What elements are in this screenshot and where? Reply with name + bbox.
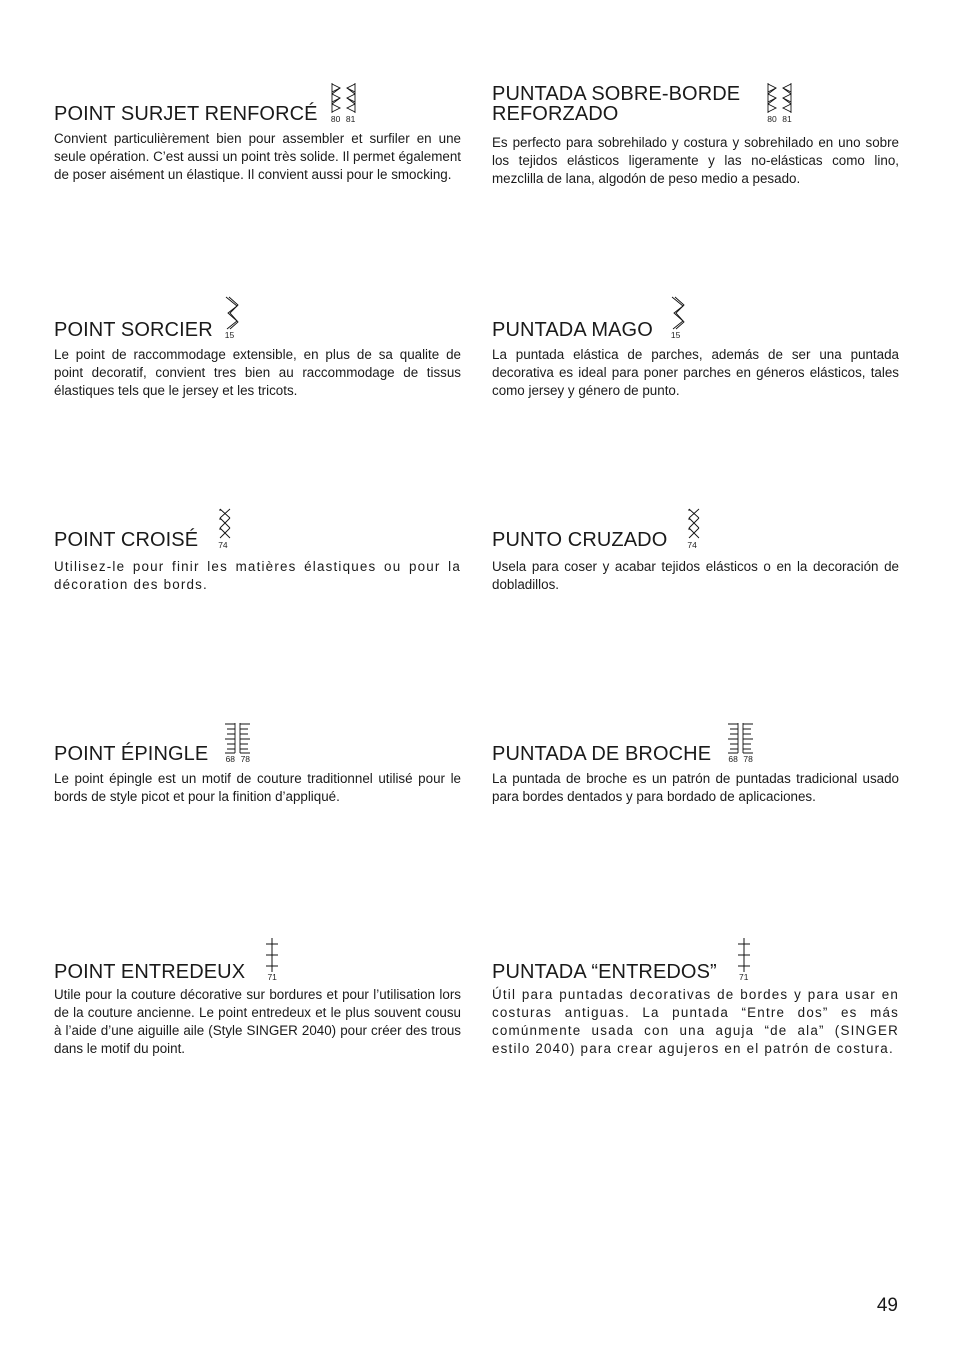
section-description: Es perfecto para sobrehilado y costura y sobrehilado en uno sobre los tejidos elásticos ligeramente y las no-elásticas como lino, mezclilla de lana, algodón de peso medio a pesado. xyxy=(492,135,899,186)
section-puntada-mago xyxy=(492,296,899,400)
section-title: PUNTADA MAGO xyxy=(492,319,653,341)
section-description: Útil para puntadas decorativas de bordes y para usar en costuras antiguas. La puntada “Entre dos” es más comúnmente usada con una aguja “de ala” (SINGER estilo 2040) para crear agujeros en el patrón de costura. xyxy=(492,987,899,1056)
section-title: PUNTADA SOBRE-BORDE REFORZADO xyxy=(492,83,741,125)
section-title: POINT SORCIER xyxy=(54,319,213,341)
entredeux-stitch-icon xyxy=(737,938,751,982)
cross-stitch-icon xyxy=(218,508,232,550)
entredeux-stitch-icon xyxy=(265,938,279,982)
stitch-number: 80 xyxy=(330,114,341,124)
stitch-number: 80 xyxy=(767,114,777,124)
section-description: La puntada de broche es un patrón de puntadas tradicional usado para bordes dentados y para bordado de aplicaciones. xyxy=(492,771,899,804)
stitch-number: 78 xyxy=(240,754,251,764)
section-point-sorcier xyxy=(54,296,461,400)
section-description: Convient particulièrement bien pour assembler et surfiler en une seule opération. C’est aussi un point très solide. Il permet également de poser aisément un élastique. Il convient aussi pour le smocking. xyxy=(54,131,461,182)
section-title: POINT ENTREDEUX xyxy=(54,961,246,983)
stitch-number: 78 xyxy=(743,754,753,764)
section-description: Le point épingle est un motif de couture traditionnel utilisé pour le bords de style picot et pour la finition d’appliqué. xyxy=(54,771,461,804)
overlock-stitch-icon xyxy=(330,82,357,124)
stitch-number: 15 xyxy=(670,330,681,340)
pin-stitch-icon xyxy=(727,722,754,764)
section-point-entredeux xyxy=(54,938,461,1058)
section-point-epingle xyxy=(54,722,461,806)
section-description: Utilisez-le pour finir les matières élastiques ou pour la décoration des bords. xyxy=(54,559,461,592)
overlock-stitch-icon xyxy=(766,82,793,124)
stitch-number: 74 xyxy=(218,540,228,550)
page-number: 49 xyxy=(876,1295,898,1316)
section-puntada-entredos xyxy=(492,938,899,1058)
stitch-number: 74 xyxy=(687,540,697,550)
section-puntada-de-broche xyxy=(492,722,899,806)
section-title: POINT CROISÉ xyxy=(54,529,199,551)
stitch-number: 68 xyxy=(728,754,738,764)
stretch-darning-stitch-icon xyxy=(671,296,685,340)
stitch-number: 15 xyxy=(224,330,235,340)
stitch-number: 81 xyxy=(782,114,792,124)
section-title: PUNTO CRUZADO xyxy=(492,529,668,551)
section-description: Utile pour la couture décorative sur bordures et pour l’utilisation lors de la couture ancienne. Le point entredeux et le plus souvent cousu à l’aide d’une aiguille aile (Style SINGER 2040) pour créer des trous dans le motif du point. xyxy=(54,987,461,1056)
section-sobre-borde-reforzado xyxy=(492,82,899,188)
pin-stitch-icon xyxy=(224,722,251,764)
stitch-number: 71 xyxy=(267,972,277,982)
section-description: Le point de raccommodage extensible, en plus de sa qualite de point decoratif, convient tres bien au raccommodage de tissus élastiques tels que le jersey et les tricots. xyxy=(54,347,461,398)
section-description: La puntada elástica de parches, además de ser una puntada decorativa es ideal para poner parches en géneros elásticos, tales como jersey y género de punto. xyxy=(492,347,899,398)
section-point-croise xyxy=(54,508,461,594)
section-punto-cruzado xyxy=(492,508,899,594)
cross-stitch-icon xyxy=(687,508,701,550)
stretch-darning-stitch-icon xyxy=(225,296,239,340)
section-title: PUNTADA DE BROCHE xyxy=(492,743,712,765)
stitch-number: 81 xyxy=(345,114,356,124)
section-description: Usela para coser y acabar tejidos elásticos o en la decoración de dobladillos. xyxy=(492,559,899,592)
section-title: PUNTADA “ENTREDOS” xyxy=(492,961,717,983)
section-title: POINT ÉPINGLE xyxy=(54,743,209,765)
stitch-number: 68 xyxy=(225,754,236,764)
section-title: POINT SURJET RENFORCÉ xyxy=(54,103,318,125)
stitch-number: 71 xyxy=(739,972,749,982)
section-surjet-renforce xyxy=(54,82,461,184)
